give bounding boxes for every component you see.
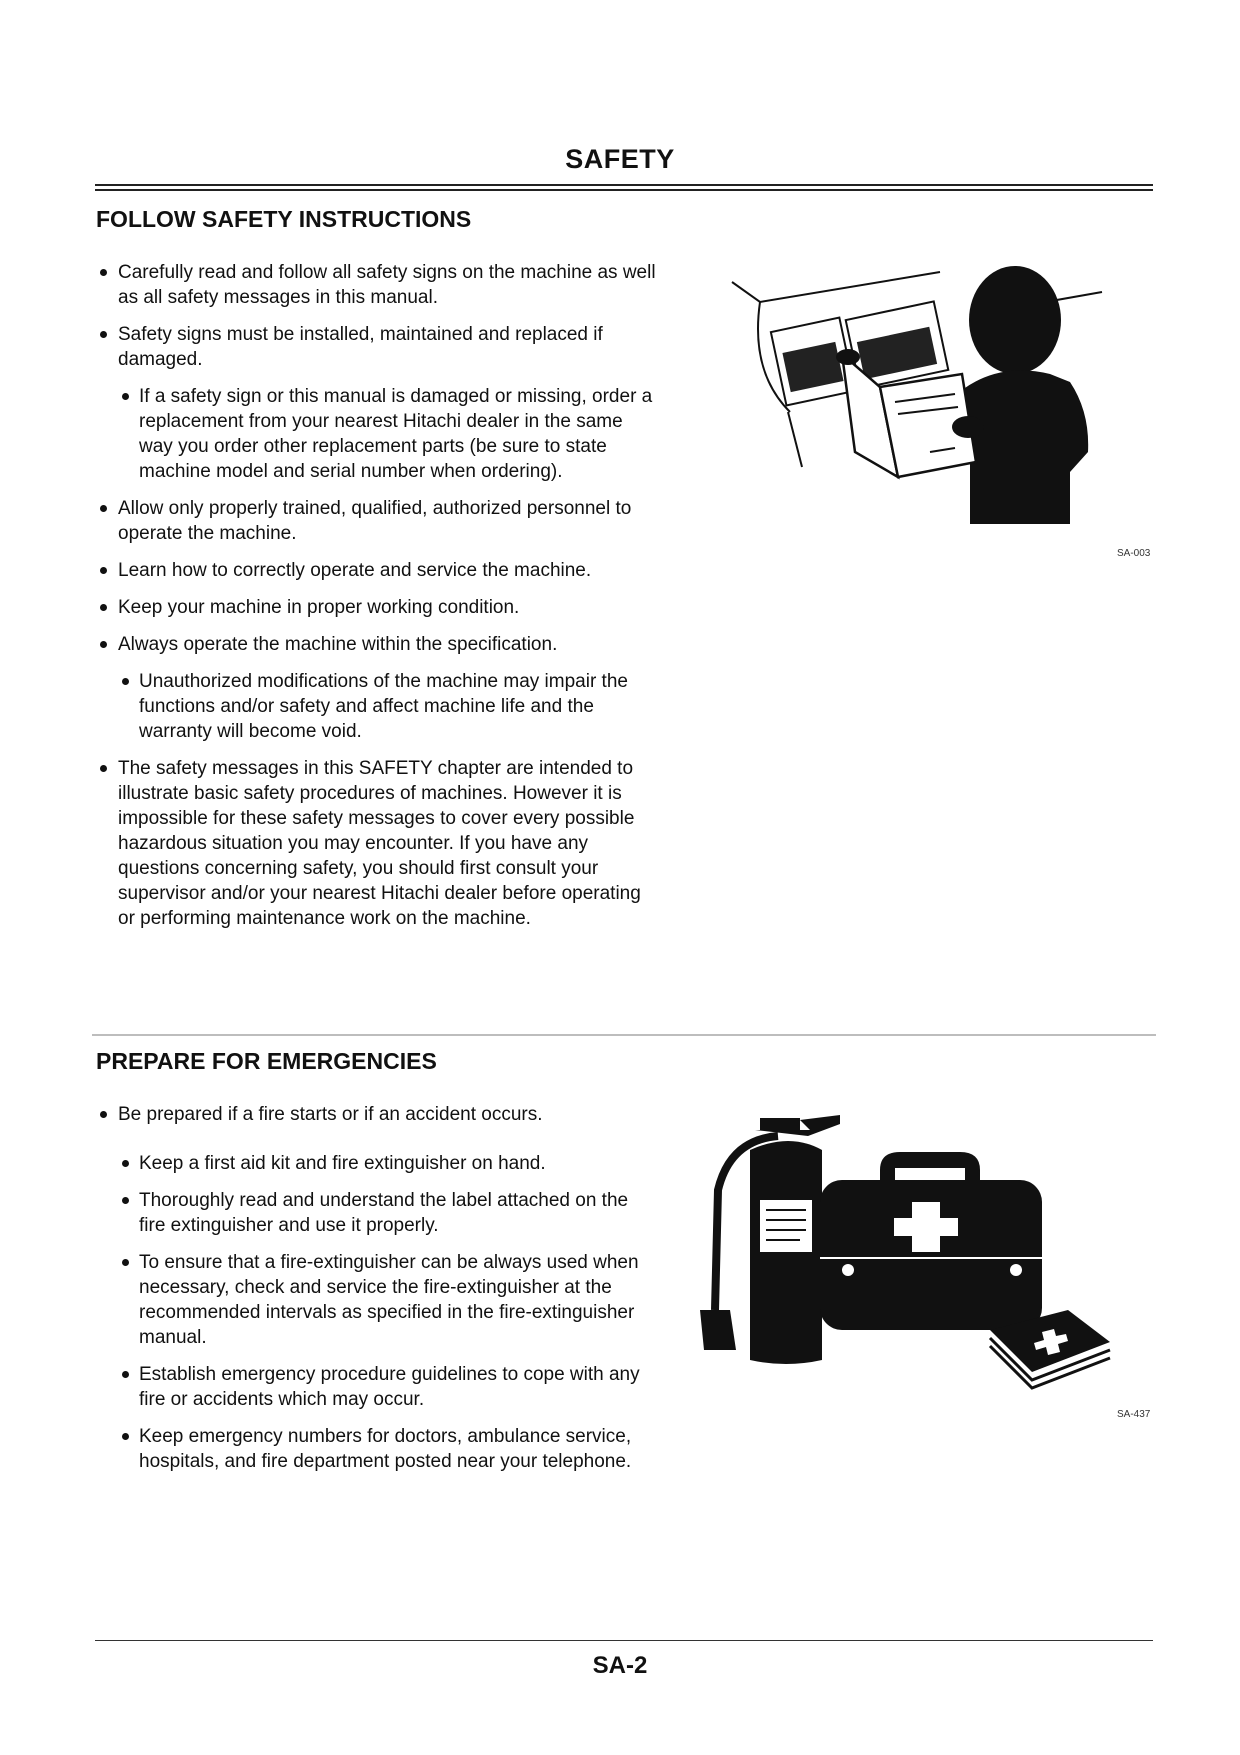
- section2-list: [96, 1102, 656, 1474]
- section2-text-column: [96, 1102, 656, 1486]
- list-item: Learn how to correctly operate and service the machine.: [96, 558, 656, 583]
- list-item: Always operate the machine within the specification.: [96, 632, 656, 657]
- list-item: Thoroughly read and understand the label attached on the fire extinguisher and use it properly.: [96, 1188, 656, 1238]
- title-double-rule: [95, 184, 1153, 191]
- list-item: Unauthorized modifications of the machine may impair the functions and/or safety and affect machine life and the warranty will become void.: [96, 669, 656, 744]
- list-item: Keep a first aid kit and fire extinguisher on hand.: [96, 1151, 656, 1176]
- footer-rule: [95, 1640, 1153, 1641]
- list-item: Carefully read and follow all safety signs on the machine as well as all safety messages in this manual.: [96, 260, 656, 310]
- person-silhouette: [962, 266, 1088, 524]
- section1-text-column: [96, 260, 656, 943]
- fire-extinguisher-icon: [700, 1115, 840, 1364]
- list-item: Safety signs must be installed, maintained and replaced if damaged.: [96, 322, 656, 372]
- list-item: Be prepared if a fire starts or if an accident occurs.: [96, 1102, 656, 1127]
- emergency-equipment-illustration: [690, 1110, 1120, 1400]
- section-title-follow-safety: FOLLOW SAFETY INSTRUCTIONS: [96, 206, 472, 232]
- list-item: To ensure that a fire-extinguisher can be always used when necessary, check and service the fire-extinguisher at the recommended intervals as specified in the fire-extinguisher manual.: [96, 1250, 656, 1350]
- section-separator: [92, 1034, 1156, 1036]
- list-item: Allow only properly trained, qualified, authorized personnel to operate the machine.: [96, 496, 656, 546]
- figure-code-sa-437: SA-437: [1117, 1409, 1151, 1420]
- person-reading-manual-illustration: [730, 262, 1110, 534]
- section-title-prepare-emergencies: PREPARE FOR EMERGENCIES: [96, 1048, 437, 1074]
- page-number: SA-2: [592, 1652, 648, 1679]
- list-item: If a safety sign or this manual is damaged or missing, order a replacement from your nearest Hitachi dealer in the same way you order other replacement parts (be sure to state machine model and serial number when ordering).: [96, 384, 656, 484]
- list-item: Keep emergency numbers for doctors, ambulance service, hospitals, and fire department posted near your telephone.: [96, 1424, 656, 1474]
- section1-list: [96, 260, 656, 931]
- list-item: The safety messages in this SAFETY chapter are intended to illustrate basic safety procedures of machines. However it is impossible for these safety messages to cover every possible hazardous situation you may encounter. If you have any questions concerning safety, you should first consult your supervisor and/or your nearest Hitachi dealer before operating or performing maintenance work on the machine.: [96, 756, 656, 931]
- first-aid-kit-icon: [820, 1152, 1042, 1330]
- list-item: Keep your machine in proper working condition.: [96, 595, 656, 620]
- page-title: SAFETY: [565, 144, 675, 174]
- list-item: Establish emergency procedure guidelines to cope with any fire or accidents which may occur.: [96, 1362, 656, 1412]
- figure-code-sa-003: SA-003: [1117, 548, 1151, 559]
